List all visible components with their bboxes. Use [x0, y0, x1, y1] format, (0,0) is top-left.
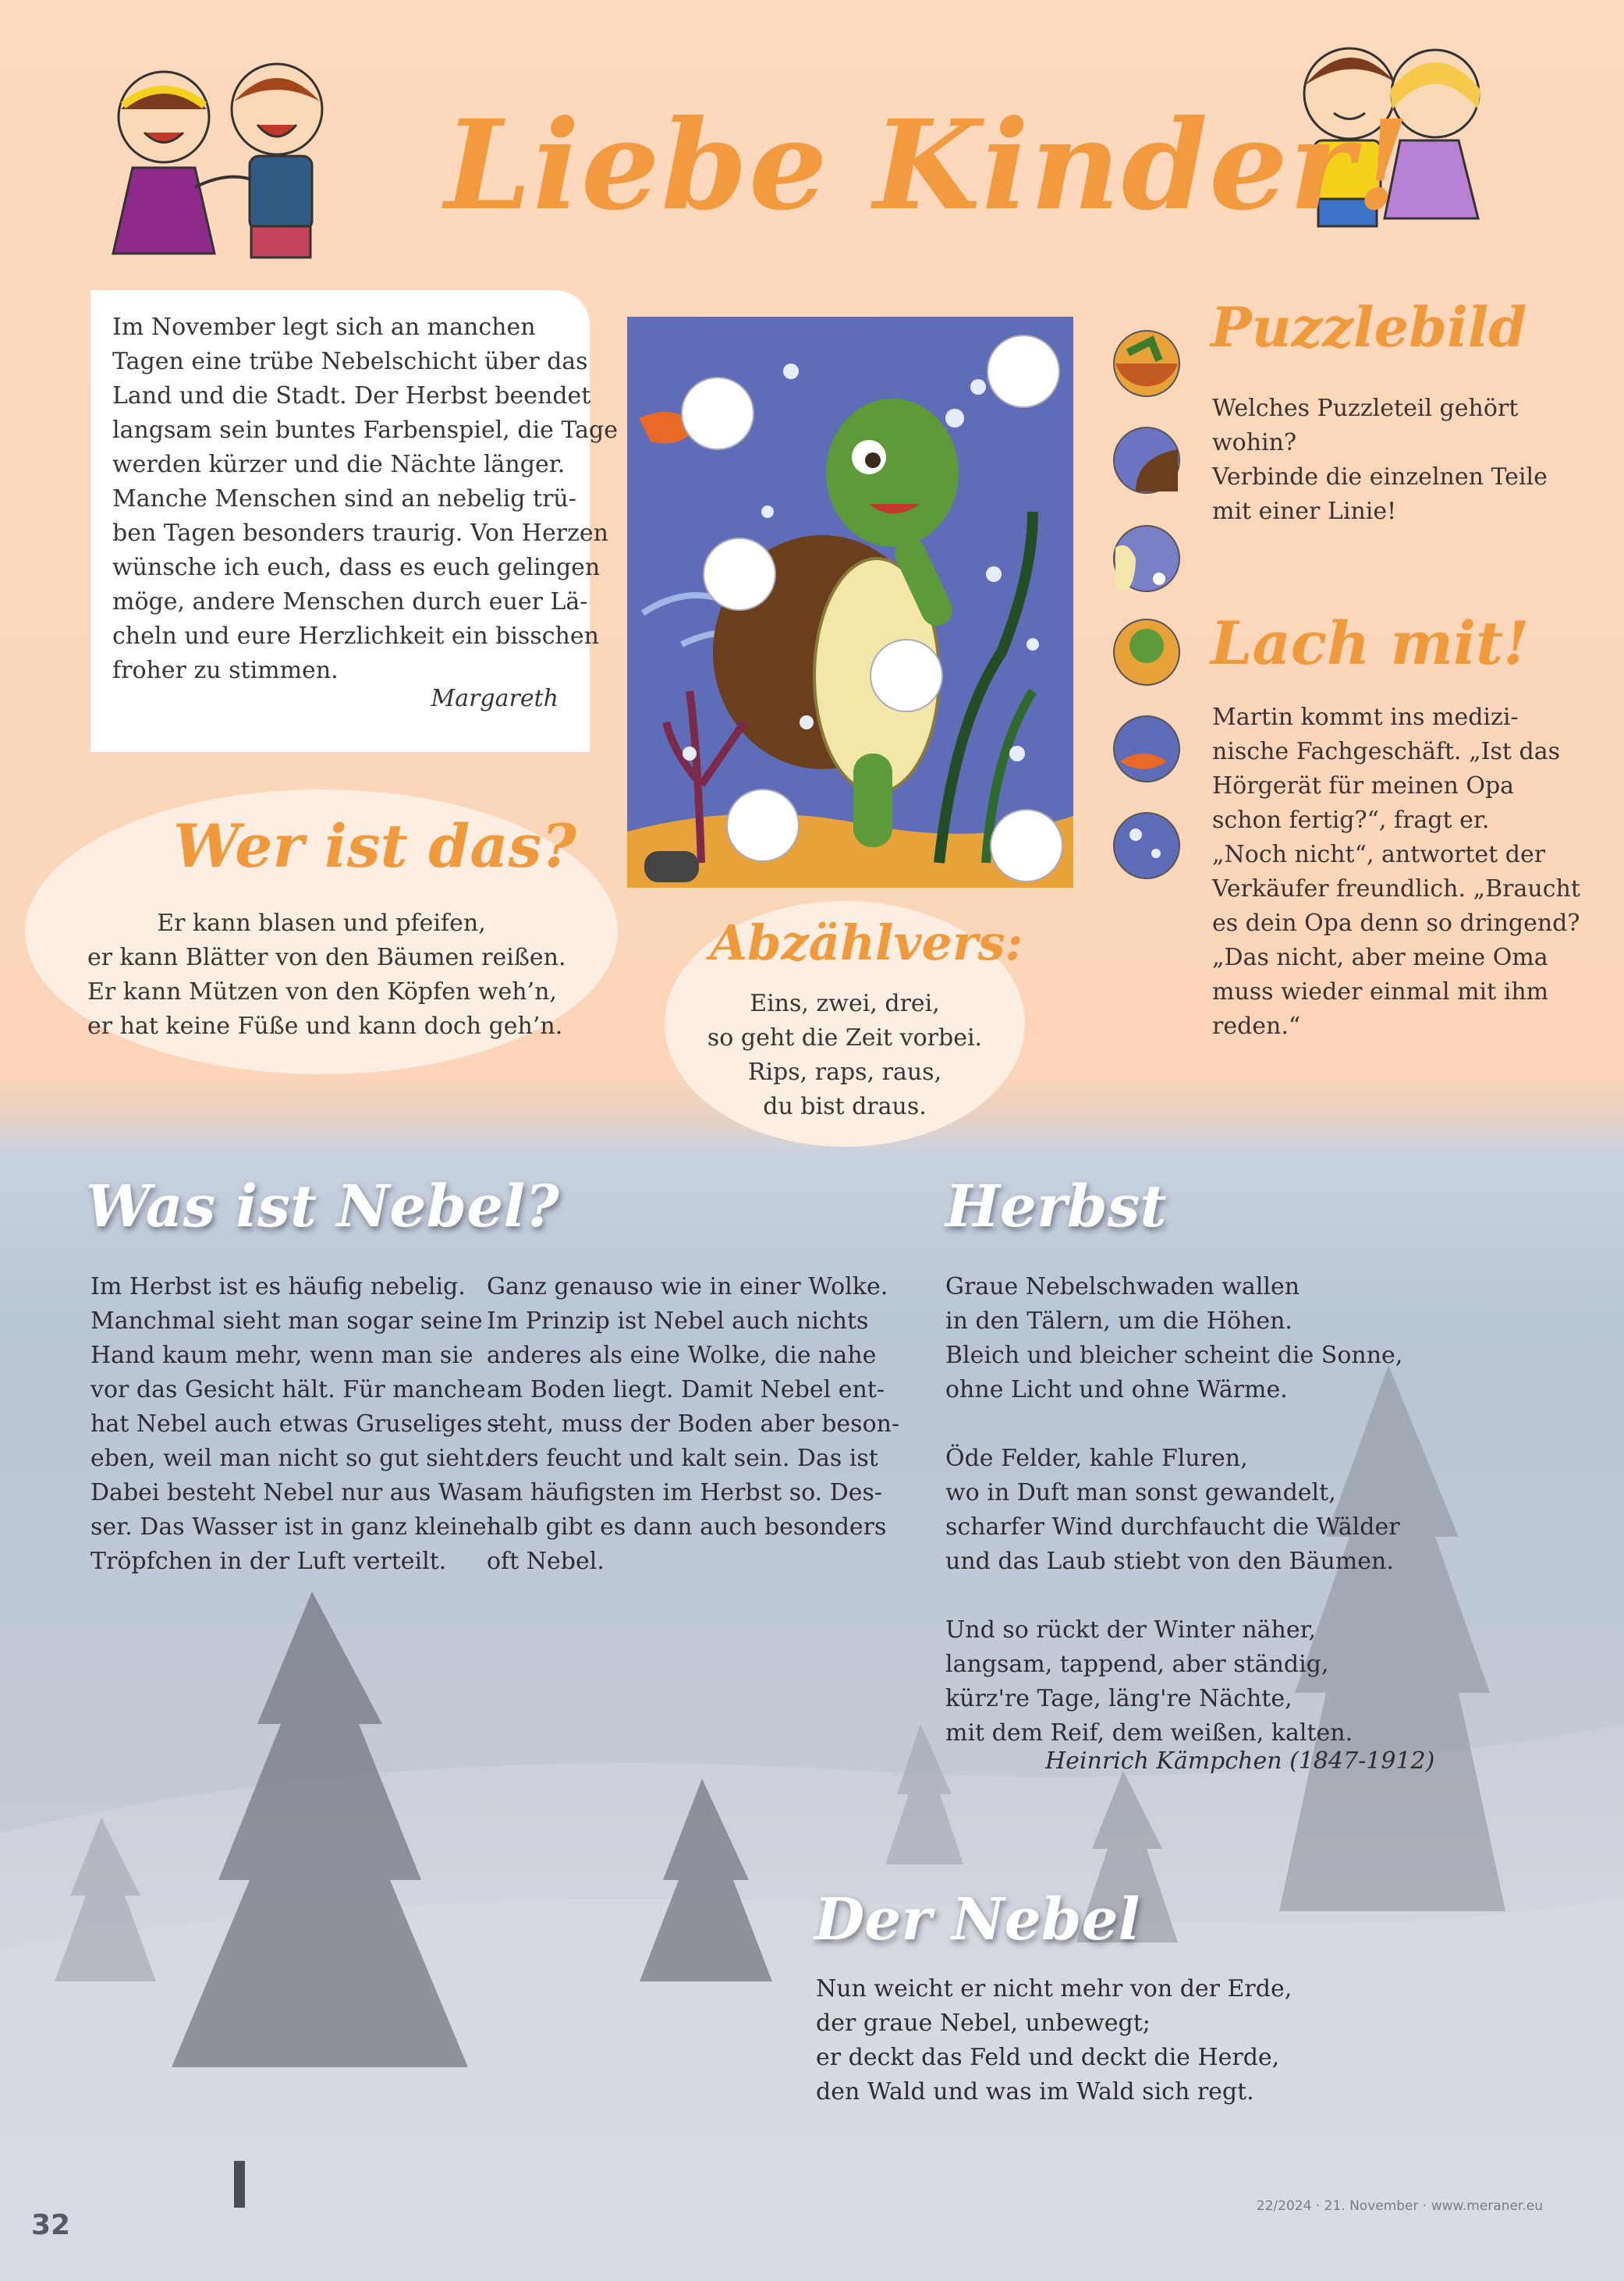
intro-line: ben Tagen besonders traurig. Von Herzen — [112, 520, 608, 547]
poem-line: kürz're Tage, läng're Nächte, — [945, 1685, 1292, 1712]
puzzle-piece-3 — [1112, 524, 1181, 593]
poem-line: Nun weicht er nicht mehr von der Erde, — [816, 1975, 1292, 2003]
count-rhyme-line: so geht die Zeit vorbei. — [707, 1024, 983, 1052]
fog-article-line: Hand kaum mehr, wenn man sie — [90, 1342, 473, 1369]
poem-line: wo in Duft man sonst gewandelt, — [945, 1479, 1336, 1506]
poem-line: Bleich und bleicher scheint die Sonne, — [945, 1342, 1403, 1369]
fog-article-line: oft Nebel. — [487, 1548, 605, 1575]
joke-line: „Noch nicht“, antwortet der — [1212, 841, 1546, 868]
fog-article-col2 — [487, 1270, 900, 1579]
puzzle-piece-2 — [1112, 426, 1181, 495]
fog-article-line: am häufigsten im Herbst so. Des- — [487, 1479, 883, 1506]
poem-line: scharfer Wind durchfaucht die Wälder — [945, 1513, 1400, 1541]
poem-line: Öde Felder, kahle Fluren, — [945, 1445, 1248, 1472]
fog-article-line: halb gibt es dann auch besonders — [487, 1513, 887, 1541]
intro-text — [112, 310, 618, 688]
poem-line: Graue Nebelschwaden wallen — [945, 1273, 1300, 1300]
count-rhyme-line: Eins, zwei, drei, — [750, 990, 940, 1017]
joke-line: „Das nicht, aber meine Oma — [1212, 944, 1548, 971]
fog-article-title: Was ist Nebel? — [86, 1173, 559, 1240]
poem-line: ohne Licht und ohne Wärme. — [945, 1376, 1288, 1403]
count-rhyme-text — [686, 987, 1003, 1124]
count-rhyme-title: Abzählvers: — [710, 914, 1023, 971]
fog-article-line: Im Herbst ist es häufig nebelig. — [90, 1273, 466, 1300]
intro-line: Tagen eine trübe Nebelschicht über das — [112, 348, 588, 375]
joke-line: schon fertig?“, fragt er. — [1212, 807, 1490, 834]
herbst-poem-author: Heinrich Kämpchen (1847-1912) — [1045, 1747, 1435, 1775]
intro-line: langsam sein buntes Farbenspiel, die Tage — [112, 417, 618, 444]
herbst-poem-title: Herbst — [945, 1173, 1167, 1240]
fog-article-line: am Boden liegt. Damit Nebel ent- — [487, 1376, 885, 1403]
puzzle-line: mit einer Linie! — [1212, 498, 1397, 525]
intro-line: Manche Menschen sind an nebelig trü- — [112, 485, 576, 513]
poem-line: den Wald und was im Wald sich regt. — [816, 2078, 1254, 2105]
intro-line: werden kürzer und die Nächte länger. — [112, 451, 566, 478]
kids-holding-hands-illustration — [78, 31, 413, 289]
poem-line: in den Tälern, um die Höhen. — [945, 1307, 1292, 1335]
page-number: 32 — [31, 2209, 71, 2241]
fog-article-line: Dabei besteht Nebel nur aus Was- — [90, 1479, 495, 1506]
puzzle-title: Puzzlebild — [1211, 295, 1527, 360]
intro-line: wünsche ich euch, dass es euch gelingen — [112, 554, 601, 581]
puzzle-line: wohin? — [1212, 429, 1297, 456]
fog-article-line: Tröpfchen in der Luft verteilt. — [90, 1548, 447, 1575]
intro-line: Land und die Stadt. Der Herbst beendet — [112, 382, 591, 410]
poem-line: Und so rückt der Winter näher, — [945, 1616, 1317, 1644]
fog-article-line: anderes als eine Wolke, die nahe — [487, 1342, 877, 1369]
intro-author: Margareth — [431, 685, 558, 712]
riddle-title: Wer ist das? — [173, 811, 576, 881]
fog-article-line: vor das Gesicht hält. Für manche — [90, 1376, 486, 1403]
riddle-line: er kann Blätter von den Bäumen reißen. — [87, 944, 566, 971]
riddle-line: Er kann Mützen von den Köpfen weh’n, — [87, 978, 557, 1006]
intro-line: cheln und eure Herzlichkeit ein bisschen — [112, 623, 599, 650]
poem-line: langsam, tappend, aber ständig, — [945, 1651, 1329, 1678]
fog-article-line: Ganz genauso wie in einer Wolke. — [487, 1273, 888, 1300]
puzzle-piece-6 — [1112, 811, 1181, 880]
joke-line: Verkäufer freundlich. „Braucht — [1212, 875, 1580, 903]
poem-line: der graue Nebel, unbewegt; — [816, 2010, 1151, 2037]
joke-line: reden.“ — [1212, 1013, 1301, 1040]
puzzle-line: Verbinde die einzelnen Teile — [1212, 463, 1548, 491]
fog-article-line: Manchmal sieht man sogar seine — [90, 1307, 483, 1335]
fog-article-line: Im Prinzip ist Nebel auch nichts — [487, 1307, 869, 1335]
joke-title: Lach mit! — [1211, 608, 1530, 678]
turtle-puzzle-image — [627, 317, 1073, 888]
fog-article-line: steht, muss der Boden aber beson- — [487, 1410, 900, 1438]
puzzle-piece-5 — [1112, 715, 1181, 783]
puzzle-piece-4 — [1112, 618, 1181, 686]
page-title: Liebe Kinder! — [445, 94, 1412, 238]
poem-line: mit dem Reif, dem weißen, kalten. — [945, 1719, 1353, 1747]
intro-line: froher zu stimmen. — [112, 657, 339, 684]
count-rhyme-line: du bist draus. — [763, 1093, 927, 1120]
puzzle-piece-1 — [1112, 329, 1181, 398]
fog-article-line: eben, weil man nicht so gut sieht. — [90, 1445, 491, 1472]
riddle-text — [87, 906, 566, 1044]
joke-text — [1212, 701, 1580, 1044]
count-rhyme-line: Rips, raps, raus, — [747, 1059, 942, 1086]
riddle-line: Er kann blasen und pfeifen, — [157, 910, 486, 937]
intro-line: Im November legt sich an manchen — [112, 314, 536, 341]
herbst-poem — [945, 1270, 1445, 1751]
fog-article-col1 — [90, 1270, 502, 1579]
puzzle-line: Welches Puzzleteil gehört — [1212, 395, 1519, 422]
joke-line: nische Fachgeschäft. „Ist das — [1212, 738, 1560, 765]
joke-line: Hörgerät für meinen Opa — [1212, 772, 1515, 800]
intro-line: möge, andere Menschen durch euer Lä- — [112, 588, 588, 615]
joke-line: es dein Opa denn so dringend? — [1212, 910, 1580, 937]
issue-footer: 22/2024 · 21. November · www.meraner.eu — [1256, 2198, 1543, 2214]
poem-line: und das Laub stiebt von den Bäumen. — [945, 1548, 1394, 1575]
nebel-poem — [816, 1972, 1315, 2109]
puzzle-text — [1212, 392, 1555, 529]
fog-article-line: hat Nebel auch etwas Gruseliges – — [90, 1410, 502, 1438]
fog-article-line: ders feucht und kalt sein. Das ist — [487, 1445, 878, 1472]
joke-line: muss wieder einmal mit ihm — [1212, 978, 1549, 1006]
poem-line: er deckt das Feld und deckt die Herde, — [816, 2044, 1280, 2071]
fog-article-line: ser. Das Wasser ist in ganz kleinen — [90, 1513, 502, 1541]
joke-line: Martin kommt ins medizi- — [1212, 704, 1519, 731]
nebel-poem-title: Der Nebel — [814, 1886, 1140, 1953]
riddle-line: er hat keine Füße und kann doch geh’n. — [87, 1013, 563, 1040]
